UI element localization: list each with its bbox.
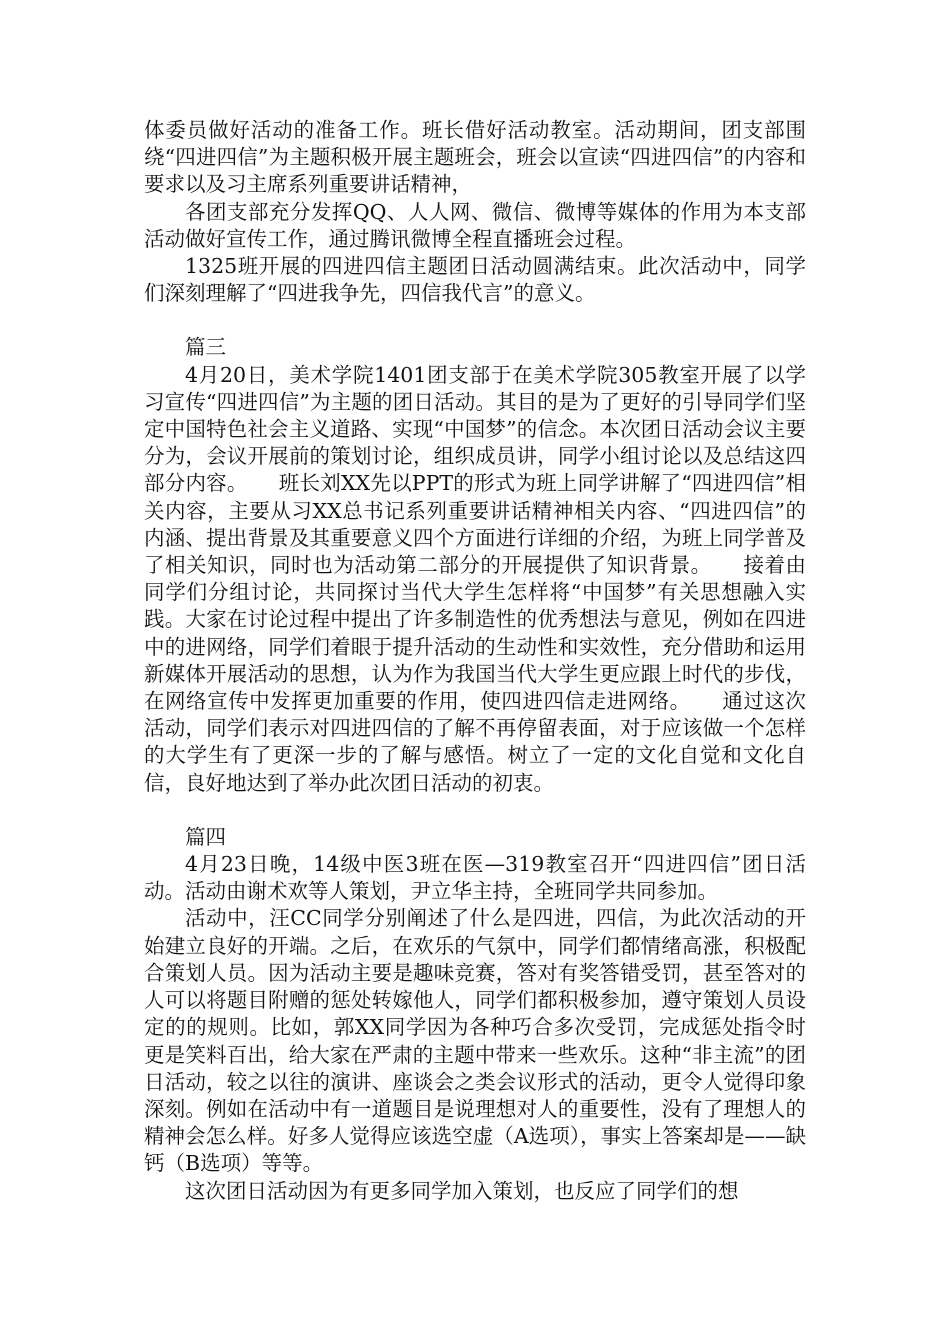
- section-pian-si: [144, 824, 806, 1205]
- intro-paragraph: 各团支部充分发挥QQ、人人网、微信、微博等媒体的作用为本支部活动做好宣传工作，通过腾讯微博全程直播班会过程。: [144, 199, 806, 251]
- intro-paragraph: 体委员做好活动的准备工作。班长借好活动教室。活动期间，团支部围绕“四进四信”为主题积极开展主题班会，班会以宣读“四进四信”的内容和要求以及习主席系列重要讲话精神，: [144, 118, 806, 197]
- document-body: [144, 117, 806, 1205]
- section-heading: 篇四: [185, 824, 226, 849]
- intro-paragraph: 1325班开展的四进四信主题团日活动圆满结束。此次活动中，同学们深刻理解了“四进我争先，四信我代言”的意义。: [144, 254, 806, 306]
- section-heading: 篇三: [185, 335, 226, 360]
- section-pian-san: [144, 334, 806, 796]
- section-paragraph: 4月23日晚，14级中医3班在医—319教室召开“四进四信”团日活动。活动由谢术欢等人策划，尹立华主持，全班同学共同参加。: [144, 852, 806, 904]
- section-paragraph: 4月20日，美术学院1401团支部于在美术学院305教室开展了以学习宣传“四进四信”为主题的团日活动。其目的是为了更好的引导同学们坚定中国特色社会主义道路、实现“中国梦”的信念。本次团日活动会议主要分为，会议开展前的策划讨论，组织成员讲，同学小组讨论以及总结这四部分内容。 班长刘XX先以PPT的形式为班上同学讲解了“四进四信”相关内容，主要从习XX总书记系列重要讲话精神相关内容、“四进四信”的内涵、提出背景及其重要意义四个方面进行详细的介绍，为班上同学普及了相关知识，同时也为活动第二部分的开展提供了知识背景。 接着由同学们分组讨论，共同探讨当代大学生怎样将“中国梦”有关思想融入实践。大家在讨论过程中提出了许多制造性的优秀想法与意见，例如在四进中的进网络，同学们着眼于提升活动的生动性和实效性，充分借助和运用新媒体开展活动的思想，认为作为我国当代大学生更应跟上时代的步伐，在网络宣传中发挥更加重要的作用，使四进四信走进网络。 通过这次活动，同学们表示对四进四信的了解不再停留表面，对于应该做一个怎样的大学生有了更深一步的了解与感悟。树立了一定的文化自觉和文化自信，良好地达到了举办此次团日活动的初衷。: [144, 362, 806, 795]
- section-paragraph: 活动中，汪CC同学分别阐述了什么是四进，四信，为此次活动的开始建立良好的开端。之后，在欢乐的气氛中，同学们都情绪高涨，积极配合策划人员。因为活动主要是趣味竞赛，答对有奖答错受罚，甚至答对的人可以将题目附赠的惩处转嫁他人，同学们都积极参加，遵守策划人员设定的的规则。比如，郭XX同学因为各种巧合多次受罚，完成惩处指令时更是笑料百出，给大家在严肃的主题中带来一些欢乐。这种“非主流”的团日活动，较之以往的演讲、座谈会之类会议形式的活动，更令人觉得印象深刻。例如在活动中有一道题目是说理想对人的重要性，没有了理想人的精神会怎么样。好多人觉得应该选空虚（A选项），事实上答案却是——缺钙（B选项）等等。: [144, 906, 806, 1176]
- section-paragraph: 这次团日活动因为有更多同学加入策划，也反应了同学们的想: [185, 1178, 739, 1203]
